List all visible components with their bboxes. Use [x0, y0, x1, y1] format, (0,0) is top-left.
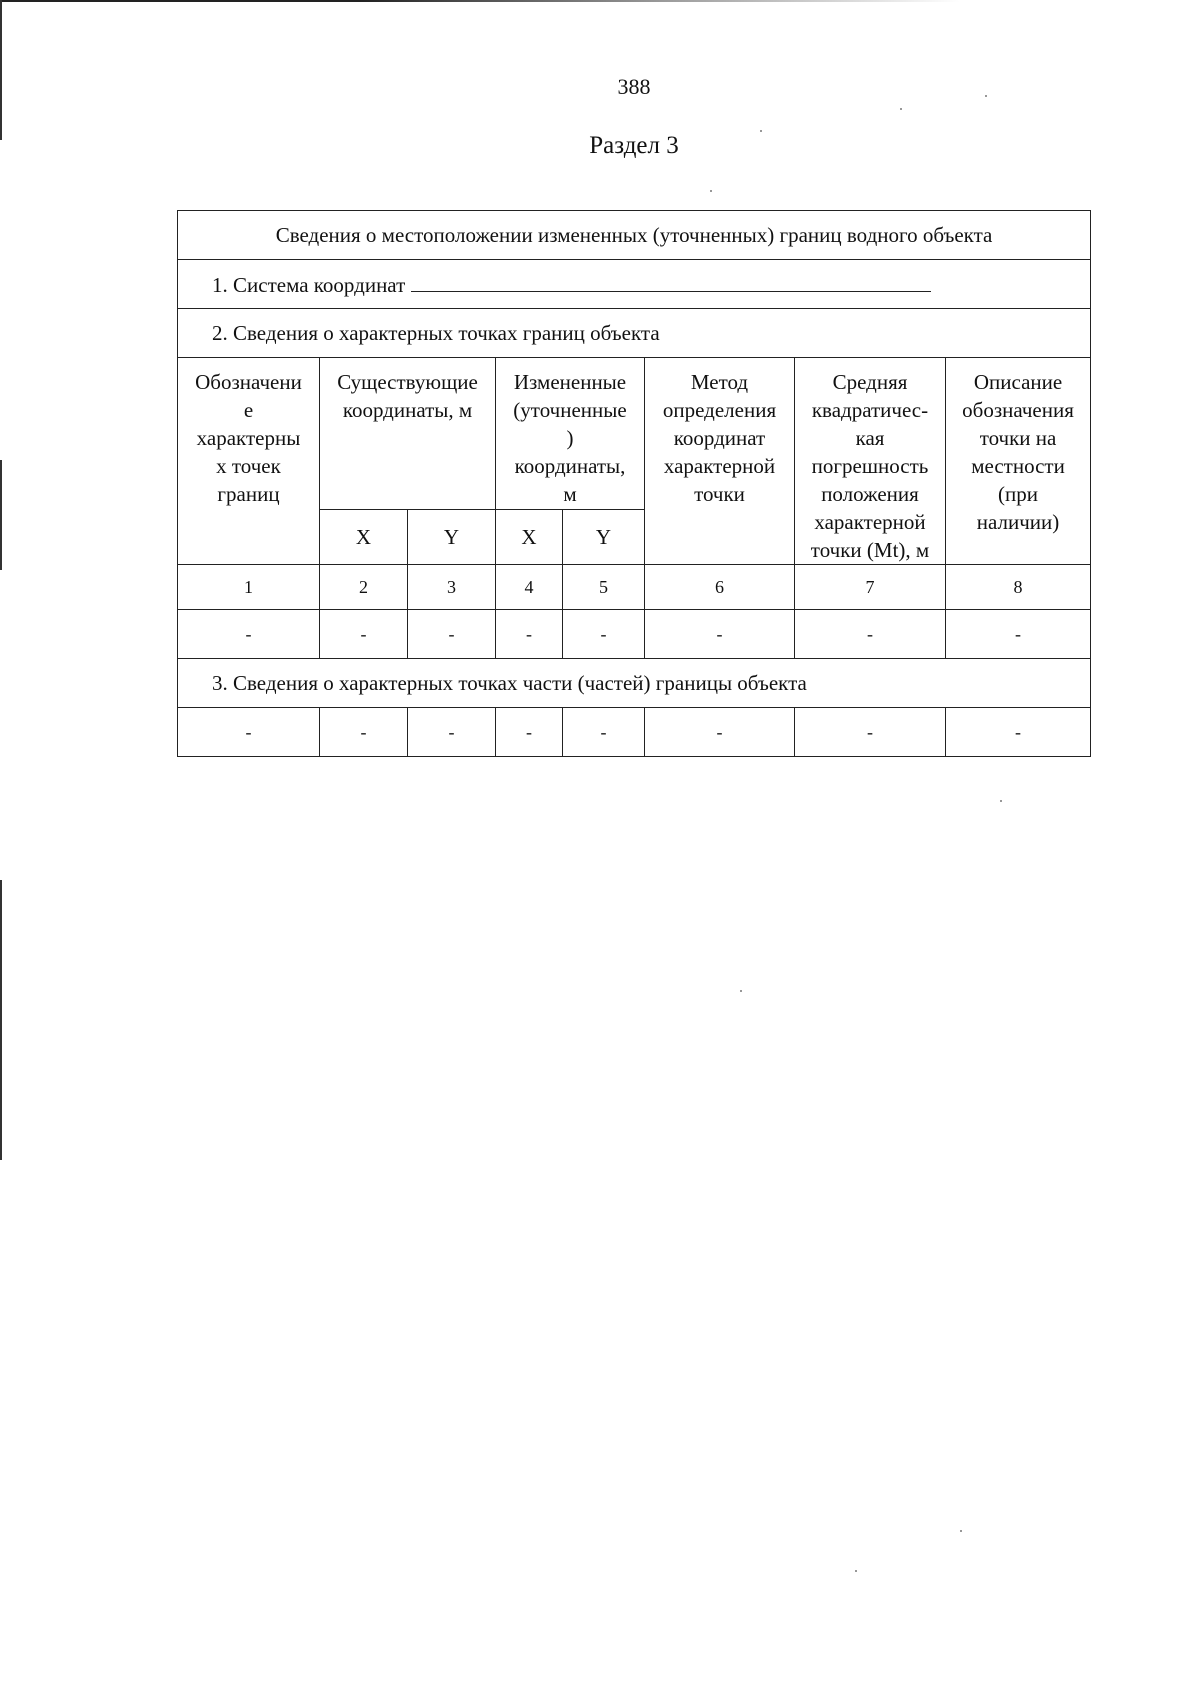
- column-number: 4: [496, 565, 563, 610]
- scan-left-edge: [0, 460, 2, 570]
- column-number-row: [178, 565, 1091, 610]
- column-number: 8: [946, 565, 1091, 610]
- scan-speck: [710, 190, 712, 192]
- table-cell: -: [645, 610, 795, 659]
- column-number: 6: [645, 565, 795, 610]
- scan-speck: [900, 108, 902, 110]
- header-method: Метод определения координат характерной точки: [645, 358, 795, 565]
- header-description: Описание обозначения точки на местности (при наличии): [946, 358, 1091, 565]
- table-cell: -: [178, 610, 320, 659]
- column-number: 1: [178, 565, 320, 610]
- table-cell: -: [645, 708, 795, 757]
- table-cell: -: [320, 610, 408, 659]
- scan-speck: [760, 130, 762, 132]
- page-number: 388: [617, 74, 651, 99]
- table-cell: -: [795, 610, 946, 659]
- parts-section-label: 3. Сведения о характерных точках части (частей) границы объекта: [178, 659, 1091, 708]
- header-designation: Обозначени е характерны х точек границ: [178, 358, 320, 565]
- scan-left-edge: [0, 880, 2, 1160]
- scan-speck: [855, 1570, 857, 1572]
- scan-speck: [740, 990, 742, 992]
- column-number: 5: [563, 565, 645, 610]
- coord-system-field: [411, 269, 931, 292]
- column-number: 3: [408, 565, 496, 610]
- header-existing-coords: Существующие координаты, м: [320, 358, 496, 510]
- subheader-changed-y: Y: [563, 510, 645, 565]
- subheader-existing-y: Y: [408, 510, 496, 565]
- table-cell: -: [408, 610, 496, 659]
- coord-system-row: [178, 260, 1091, 309]
- table-row: [178, 610, 1091, 659]
- coord-system-label: 1. Система координат: [212, 273, 406, 297]
- header-changed-coords: Измененные (уточненные ) координаты, м: [496, 358, 645, 510]
- table-title: Сведения о местоположении измененных (уточненных) границ водного объекта: [178, 211, 1091, 260]
- table-row: [178, 708, 1091, 757]
- section-title: Раздел 3: [589, 132, 679, 159]
- header-mean-error: Средняя квадратичес- кая погрешность положения характерной точки (Mt), м: [795, 358, 946, 565]
- table-cell: -: [795, 708, 946, 757]
- subheader-changed-x: X: [496, 510, 563, 565]
- scan-speck: [985, 95, 987, 97]
- table-cell: -: [178, 708, 320, 757]
- column-number: 2: [320, 565, 408, 610]
- table-cell: -: [320, 708, 408, 757]
- table-cell: -: [563, 708, 645, 757]
- points-section-label: 2. Сведения о характерных точках границ объекта: [178, 309, 1091, 358]
- scan-left-edge: [0, 0, 2, 140]
- table-cell: -: [946, 610, 1091, 659]
- subheader-existing-x: X: [320, 510, 408, 565]
- table-cell: -: [563, 610, 645, 659]
- scan-top-edge: [0, 0, 1200, 2]
- boundary-info-table: [177, 210, 1091, 757]
- table-cell: -: [946, 708, 1091, 757]
- table-cell: -: [496, 610, 563, 659]
- table-cell: -: [496, 708, 563, 757]
- scan-speck: [960, 1530, 962, 1532]
- table-cell: -: [408, 708, 496, 757]
- column-number: 7: [795, 565, 946, 610]
- scan-speck: [1000, 800, 1002, 802]
